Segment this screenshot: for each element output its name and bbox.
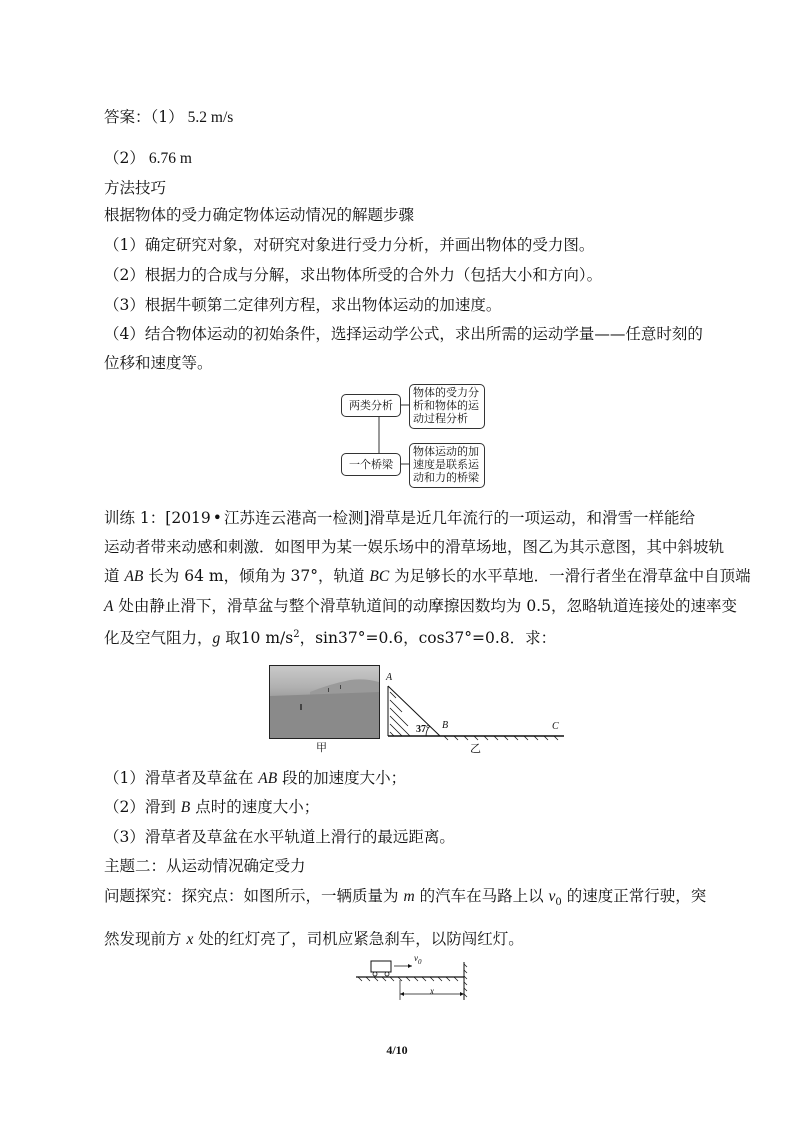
point-c-label: C (552, 721, 559, 732)
v0-label (414, 953, 422, 966)
training-line-5 (104, 625, 556, 649)
text: 的汽车在马路上以 (414, 887, 549, 905)
diagram-text-line: 物体运动的加 (413, 445, 479, 458)
answer-part2-value: 6.76 m (148, 150, 192, 167)
var-x: x (186, 931, 194, 948)
question-1 (104, 768, 406, 789)
training-label: 训练 1：[2019 (104, 509, 211, 527)
diagram-box-force-analysis (409, 384, 485, 429)
var-g: g (212, 630, 221, 648)
var-bc: BC (369, 568, 390, 585)
diagram-text-line: 速度是联系运 (413, 458, 479, 471)
question-2 (104, 797, 319, 818)
text: 段的加速度大小； (277, 769, 407, 787)
method-heading: 方法技巧 (104, 179, 167, 197)
figure-label-yi: 乙 (470, 742, 481, 755)
text: ，sin37°=0.6，cos37°=0.8．求： (299, 629, 557, 648)
topic2-para-2 (104, 929, 524, 950)
diagram-box-bridge (409, 443, 485, 488)
answer-part1-prefix: （1） (150, 108, 184, 126)
text: 然发现前方 (104, 930, 187, 948)
point-a-label: A (386, 672, 393, 683)
answer-part1-value: 5.2 m/s (187, 109, 234, 126)
text: 为足够长的水平草地．一滑行者坐在滑草盆中自顶端 (389, 567, 751, 585)
text: （2）滑到 (104, 798, 181, 816)
var-ab: AB (258, 770, 278, 787)
method-step-4-cont: 位移和速度等。 (104, 354, 213, 372)
subscript: 0 (555, 897, 562, 909)
training-line-4 (104, 596, 737, 617)
photo-detail (270, 666, 379, 738)
car-diagram (356, 956, 468, 1004)
method-subheading: 根据物体的受力确定物体运动情况的解题步骤 (104, 206, 415, 224)
superscript: 2 (293, 629, 300, 640)
method-step-1: （1）确定研究对象，对研究对象进行受力分析，并画出物体的受力图。 (104, 236, 595, 254)
method-step-4: （4）结合物体运动的初始条件，选择运动学公式，求出所需的运动学量——任意时刻的 (104, 325, 703, 343)
topic2-heading: 主题二：从运动情况确定受力 (104, 857, 306, 875)
text: 道 (104, 567, 125, 585)
training-line-3 (104, 566, 751, 587)
training-dot: • (212, 509, 222, 527)
topic2-para-1 (104, 886, 706, 913)
var-v: v (548, 888, 556, 905)
answer-line-1 (104, 107, 233, 128)
method-step-3: （3）根据牛顿第二定律列方程，求出物体运动的加速度。 (104, 296, 502, 314)
x-label: x (430, 986, 434, 996)
figure-jia-photo (269, 665, 380, 739)
text: 处由静止滑下，滑草盆与整个滑草轨道间的动摩擦因数均为 0.5，忽略轨道连接处的速率变 (113, 597, 737, 615)
point-b-label: B (442, 720, 449, 731)
text: （1）滑草者及草盆在 (104, 769, 259, 787)
training-line-2: 运动者带来动感和刺激．如图甲为某一娱乐场中的滑草场地，图乙为其示意图，其中斜坡轨 (104, 538, 725, 556)
answer-line-2 (104, 148, 192, 169)
text: 取10 m/s (220, 629, 294, 648)
question-3: （3）滑草者及草盆在水平轨道上滑行的最远距离。 (104, 828, 455, 846)
v-symbol: v (414, 953, 418, 963)
angle-label: 37° (416, 724, 430, 735)
diagram-text-line: 动过程分析 (413, 412, 468, 425)
text: 的速度正常行驶，突 (561, 887, 707, 905)
answer-label: 答案： (104, 108, 151, 126)
page-number: 4/10 (386, 1043, 408, 1057)
var-b: B (180, 799, 191, 816)
concept-diagram (341, 384, 485, 488)
diagram-text-line: 物体的受力分 (413, 386, 479, 399)
text: 点时的速度大小； (190, 798, 320, 816)
diagram-box-one-bridge: 一个桥梁 (341, 453, 401, 476)
training-line-1 (104, 508, 695, 528)
var-a: A (104, 598, 114, 615)
v-subscript: 0 (418, 957, 422, 966)
text: 问题探究：探究点：如图所示，一辆质量为 (104, 887, 404, 905)
figure-car (356, 953, 468, 1004)
text: 长为 64 m，倾角为 37°，轨道 (143, 567, 370, 585)
text: 处的红灯亮了，司机应紧急刹车，以防闯红灯。 (193, 930, 524, 948)
method-step-2: （2）根据力的合成与分解，求出物体所受的合外力（包括大小和方向）。 (104, 266, 603, 284)
answer-part2-prefix: （2） (104, 149, 145, 167)
var-m: m (403, 888, 415, 905)
diagram-box-two-analyses: 两类分析 (341, 394, 401, 417)
diagram-text-line: 析和物体的运 (413, 399, 479, 412)
figure-label-jia: 甲 (316, 741, 327, 754)
diagram-text-line: 动和力的桥梁 (413, 471, 479, 484)
text: 化及空气阻力， (104, 629, 213, 648)
var-ab: AB (124, 568, 144, 585)
training-text: 江苏连云港高一检测]滑草是近几年流行的一项运动，和滑雪一样能给 (223, 509, 696, 527)
figure-yi-incline (382, 672, 572, 760)
